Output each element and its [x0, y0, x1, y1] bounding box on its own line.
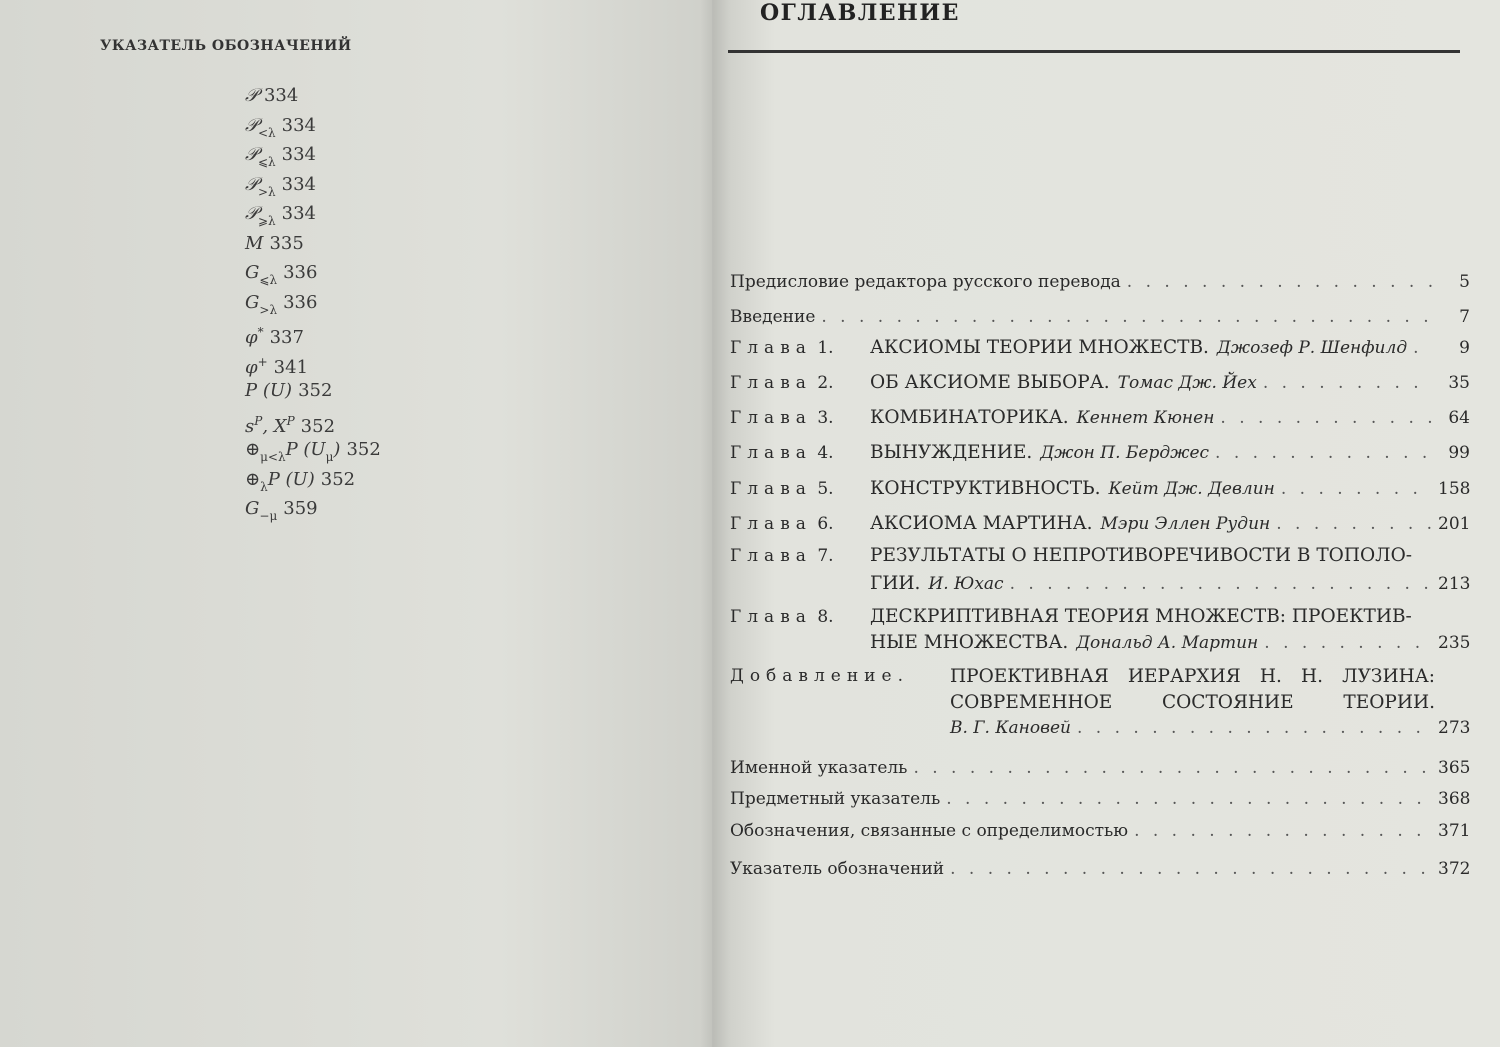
appendix-word: ТЕОРИИ. [1343, 692, 1435, 713]
notation-page: 334 [263, 85, 299, 106]
chapter-title: ДЕСКРИПТИВНАЯ ТЕОРИЯ МНОЖЕСТВ: ПРОЕКТИВ- [870, 606, 1412, 627]
toc-row-intro[interactable] [730, 307, 1470, 327]
chapter-title-cont: ГИИ. [870, 573, 921, 594]
leader-dots [821, 307, 1432, 327]
chapter-prefix: Глава [730, 607, 812, 627]
toc-page: 235 [1438, 633, 1471, 653]
notation-symbol: P (U) [245, 380, 293, 401]
notation-item [245, 320, 381, 350]
notation-symbol: ⊕ [245, 439, 261, 460]
toc-row-appendix-line3[interactable] [730, 718, 1470, 738]
chapter-prefix: Глава [730, 443, 812, 463]
book-gutter [700, 0, 730, 1047]
toc-row-chapter-8-line1[interactable] [730, 606, 1470, 627]
chapter-author: Томас Дж. Йех [1117, 373, 1257, 393]
chapter-title: КОМБИНАТОРИКА. [870, 407, 1069, 428]
chapter-prefix: Глава [730, 546, 812, 566]
chapter-author: Мэри Эллен Рудин [1100, 514, 1271, 534]
notation-page: 334 [281, 144, 317, 165]
toc-label: Предметный указатель [730, 789, 941, 809]
notation-page: 341 [273, 356, 309, 378]
toc-page: 371 [1438, 821, 1471, 841]
chapter-number: 2. [817, 373, 834, 393]
notation-symbol: 𝒫 [245, 173, 258, 195]
notation-item [245, 438, 381, 468]
chapter-title: АКСИОМА МАРТИНА. [870, 513, 1093, 534]
notation-page: 352 [346, 439, 381, 460]
toc-row-chapter-7-line2[interactable] [730, 573, 1470, 594]
chapter-author: Джон П. Берджес [1040, 443, 1210, 463]
leader-dots [1127, 272, 1432, 292]
notation-symbol: φ [245, 327, 258, 348]
notation-symbol: 𝒫 [245, 114, 258, 136]
notation-item [245, 202, 381, 232]
notation-item [245, 84, 381, 114]
appendix-prefix: Добавление. [730, 666, 909, 686]
leader-dots [1276, 514, 1432, 534]
appendix-word: СОСТОЯНИЕ [1161, 692, 1294, 713]
leader-dots [1264, 633, 1432, 653]
toc-row-notation-index[interactable] [730, 859, 1470, 879]
notation-superscript: * [257, 325, 264, 339]
notation-page: 352 [298, 380, 333, 401]
notation-page: 334 [281, 173, 317, 195]
toc-page: 64 [1448, 408, 1470, 428]
appendix-word: ЛУЗИНА: [1342, 666, 1435, 687]
toc-row-chapter-7-line1[interactable] [730, 545, 1470, 566]
notation-subscript: μ<λ [260, 450, 286, 464]
notation-item [245, 291, 381, 321]
notation-subscript: −μ [259, 509, 278, 523]
leader-dots [1413, 338, 1432, 358]
toc-page: 372 [1438, 859, 1471, 879]
chapter-number: 3. [817, 408, 834, 428]
appendix-word: ИЕРАРХИЯ [1127, 666, 1241, 687]
leader-dots [946, 789, 1432, 809]
notation-symbol: G [245, 262, 260, 283]
notation-page: 337 [269, 327, 304, 348]
appendix-word: Н. [1259, 666, 1282, 687]
notation-page: 352 [320, 468, 356, 490]
chapter-author: Дональд А. Мартин [1076, 633, 1259, 653]
notation-page: 336 [283, 262, 318, 283]
leader-dots [950, 859, 1432, 879]
notation-page: 334 [281, 203, 317, 224]
toc-label: Введение [730, 307, 816, 327]
toc-row-chapter-1[interactable] [730, 337, 1470, 358]
notation-symbol-tail: P (U) [267, 468, 315, 490]
notation-symbol: , X [262, 415, 287, 437]
appendix-word: СОВРЕМЕННОЕ [950, 692, 1113, 713]
notation-symbol: 𝒫 [245, 203, 258, 224]
notation-item [245, 232, 381, 262]
toc-title: ОГЛАВЛЕНИЕ [760, 0, 960, 26]
appendix-word: ПРОЕКТИВНАЯ [950, 666, 1109, 687]
toc-row-chapter-8-line2[interactable] [730, 632, 1470, 653]
notation-superscript: P [254, 413, 263, 428]
notation-superscript: P [286, 413, 295, 428]
leader-dots [1220, 408, 1432, 428]
notation-subscript: ⩽λ [257, 155, 276, 169]
notation-item [245, 468, 381, 498]
chapter-author: Кейт Дж. Девлин [1108, 479, 1275, 499]
leader-dots [1010, 574, 1432, 594]
toc-row-appendix-line2[interactable] [730, 692, 1470, 713]
chapter-prefix: Глава [730, 373, 812, 393]
toc-row-chapter-5[interactable] [730, 478, 1470, 499]
leader-dots [1077, 718, 1432, 738]
toc-page: 35 [1448, 373, 1470, 393]
chapter-title: РЕЗУЛЬТАТЫ О НЕПРОТИВОРЕЧИВОСТИ В ТОПОЛО- [870, 545, 1412, 566]
notation-page: 336 [283, 291, 318, 313]
notation-superscript: + [257, 354, 268, 369]
toc-row-name-index[interactable] [730, 758, 1470, 778]
chapter-number: 4. [817, 443, 834, 463]
toc-row-chapter-6[interactable] [730, 513, 1470, 534]
chapter-author: Джозеф Р. Шенфилд [1216, 338, 1408, 358]
chapter-title-cont: НЫЕ МНОЖЕСТВА. [870, 632, 1069, 653]
chapter-title: ОБ АКСИОМЕ ВЫБОРА. [870, 372, 1110, 393]
toc-row-definability-notation[interactable] [730, 821, 1470, 841]
toc-page: 5 [1459, 272, 1470, 292]
chapter-number: 6. [817, 514, 834, 534]
notation-list [245, 84, 381, 527]
chapter-number: 7. [817, 546, 834, 566]
running-head: УКАЗАТЕЛЬ ОБОЗНАЧЕНИЙ [100, 38, 352, 54]
leader-dots [1281, 479, 1432, 499]
appendix-author: В. Г. Кановей [950, 718, 1071, 738]
title-rule [728, 50, 1460, 53]
chapter-title: ВЫНУЖДЕНИЕ. [870, 442, 1033, 463]
toc-label: Именной указатель [730, 758, 908, 778]
toc-row-chapter-4[interactable] [730, 442, 1470, 463]
toc-row-appendix-line1[interactable] [730, 666, 1470, 687]
notation-page: 335 [269, 232, 304, 254]
leader-dots [1263, 373, 1432, 393]
chapter-title: КОНСТРУКТИВНОСТЬ. [870, 478, 1101, 499]
notation-symbol: s [245, 415, 255, 437]
notation-item [245, 409, 381, 439]
notation-page: 359 [283, 498, 318, 519]
toc-page: 273 [1438, 718, 1471, 738]
toc-row-chapter-2[interactable] [730, 372, 1470, 393]
leader-dots [1215, 443, 1432, 463]
notation-subscript: λ [260, 479, 268, 494]
notation-item [245, 261, 381, 291]
chapter-number: 1. [817, 338, 834, 358]
appendix-word: Н. [1300, 666, 1323, 687]
notation-symbol: ⊕ [245, 468, 261, 490]
toc-page: 99 [1448, 443, 1470, 463]
notation-subscript: ⩾λ [257, 214, 276, 228]
notation-item [245, 143, 381, 173]
chapter-author: И. Юхас [928, 574, 1004, 594]
notation-page: 352 [300, 415, 336, 437]
chapter-author: Кеннет Кюнен [1076, 408, 1215, 428]
left-page [0, 0, 712, 1047]
notation-subscript: <λ [257, 125, 276, 140]
leader-dots [1134, 821, 1432, 841]
chapter-prefix: Глава [730, 408, 812, 428]
chapter-prefix: Глава [730, 338, 812, 358]
notation-symbol-tail: ) [333, 439, 341, 460]
toc-page: 158 [1438, 479, 1471, 499]
toc-page: 201 [1438, 514, 1471, 534]
notation-symbol: G [245, 498, 260, 519]
toc-label: Предисловие редактора русского перевода [730, 272, 1121, 292]
notation-symbol: φ [245, 356, 258, 378]
toc-page: 365 [1438, 758, 1471, 778]
notation-symbol: M [245, 232, 264, 254]
notation-item [245, 114, 381, 144]
toc-page: 7 [1459, 307, 1470, 327]
chapter-number: 5. [817, 479, 834, 499]
notation-symbol-tail: P (U [285, 439, 326, 460]
toc-page: 213 [1438, 574, 1471, 594]
notation-item [245, 350, 381, 380]
toc-page: 368 [1438, 789, 1471, 809]
notation-symbol: G [245, 291, 260, 313]
toc-page: 9 [1459, 338, 1470, 358]
toc-label: Указатель обозначений [730, 859, 945, 879]
notation-symbol: 𝒫 [245, 144, 258, 165]
chapter-prefix: Глава [730, 514, 812, 534]
chapter-title: АКСИОМЫ ТЕОРИИ МНОЖЕСТВ. [870, 337, 1209, 358]
notation-subscript: >λ [259, 302, 278, 317]
notation-item [245, 379, 381, 409]
leader-dots [913, 758, 1432, 778]
toc-row-subject-index[interactable] [730, 789, 1470, 809]
chapter-prefix: Глава [730, 479, 812, 499]
notation-page: 334 [281, 114, 317, 136]
notation-subscript: >λ [257, 184, 276, 199]
notation-subscript: ⩽λ [259, 273, 278, 287]
toc-row-chapter-3[interactable] [730, 407, 1470, 428]
notation-subscript: μ [325, 450, 334, 464]
notation-item [245, 497, 381, 527]
notation-item [245, 173, 381, 203]
chapter-number: 8. [817, 607, 834, 627]
toc-row-preface[interactable] [730, 272, 1470, 292]
notation-symbol: 𝒫 [245, 85, 258, 106]
toc-label: Обозначения, связанные с определимостью [730, 821, 1129, 841]
